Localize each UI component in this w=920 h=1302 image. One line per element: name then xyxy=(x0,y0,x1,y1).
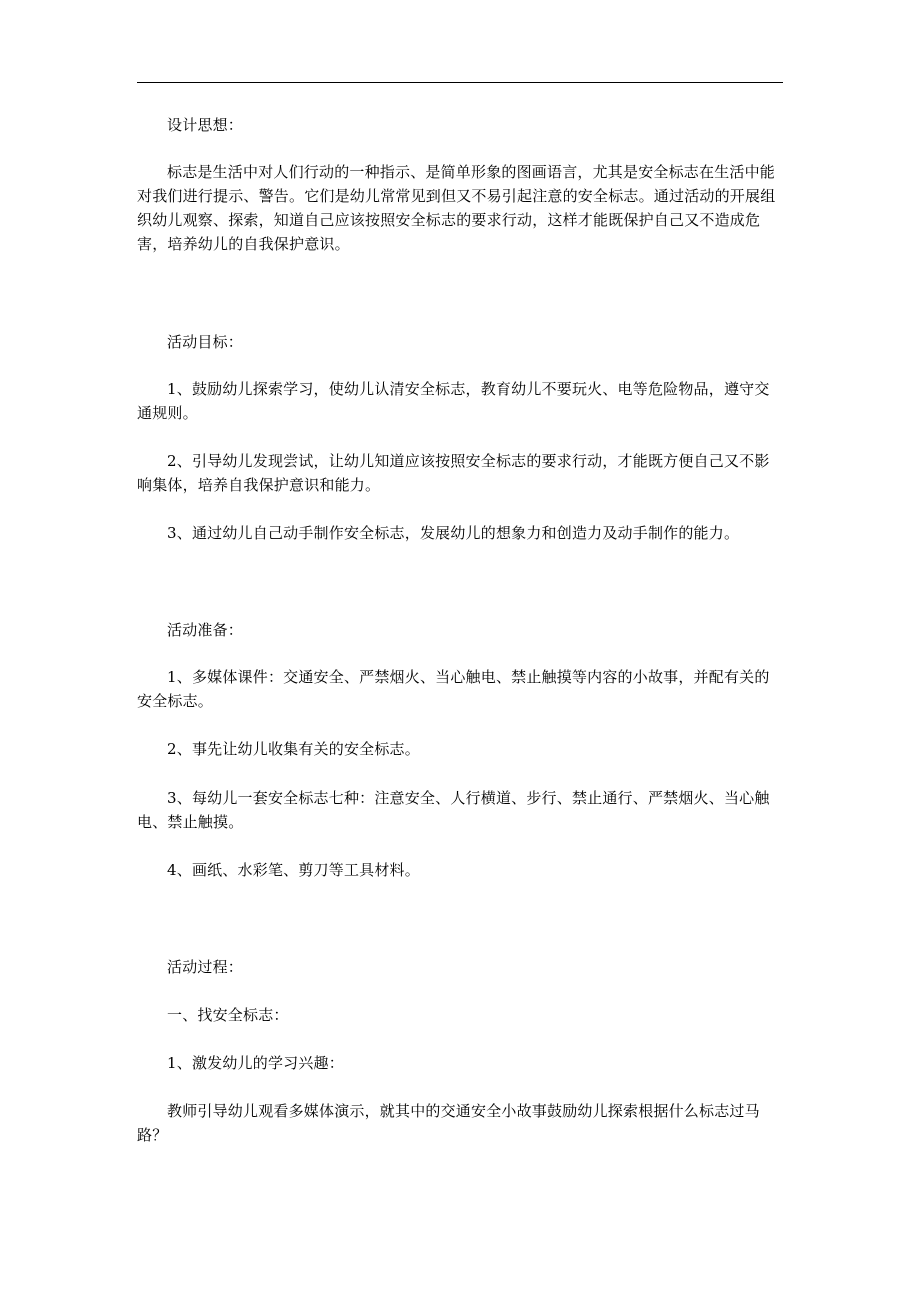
prep-item-2: 2、事先让幼儿收集有关的安全标志。 xyxy=(167,740,420,758)
prep-heading: 活动准备： xyxy=(167,621,244,639)
goal-item-2: 2、引导幼儿发现尝试，让幼儿知道应该按照安全标志的要求行动，才能既方便自己又不影响集体，培养自我保护意识和能力。 xyxy=(137,452,770,494)
design-heading: 设计思想： xyxy=(167,116,244,134)
prep-item-4: 4、画纸、水彩笔、剪刀等工具材料。 xyxy=(167,861,420,879)
process-heading: 活动过程： xyxy=(167,958,244,976)
process-sub-heading: 一、找安全标志： xyxy=(167,1006,289,1024)
design-paragraph: 标志是生活中对人们行动的一种指示、是简单形象的图画语言，尤其是安全标志在生活中能对我们进行提示、警告。它们是幼儿常常见到但又不易引起注意的安全标志。通过活动的开展组织幼儿观察、探索，知道自己应该按照安全标志的要求行动，这样才能既保护自己又不造成危害，培养幼儿的自我保护意识。 xyxy=(137,163,776,253)
prep-item-1: 1、多媒体课件：交通安全、严禁烟火、当心触电、禁止触摸等内容的小故事，并配有关的安全标志。 xyxy=(137,668,770,710)
process-paragraph: 教师引导幼儿观看多媒体演示，就其中的交通安全小故事鼓励幼儿探索根据什么标志过马路？ xyxy=(137,1102,760,1144)
header-rule xyxy=(137,82,783,83)
goal-item-1: 1、鼓励幼儿探索学习，使幼儿认清安全标志，教育幼儿不要玩火、电等危险物品，遵守交通规则。 xyxy=(137,380,770,422)
goal-item-3: 3、通过幼儿自己动手制作安全标志，发展幼儿的想象力和创造力及动手制作的能力。 xyxy=(167,524,740,542)
goals-heading: 活动目标： xyxy=(167,333,244,351)
process-step-1: 1、激发幼儿的学习兴趣： xyxy=(167,1054,344,1072)
prep-item-3: 3、每幼儿一套安全标志七种：注意安全、人行横道、步行、禁止通行、严禁烟火、当心触电、禁止触摸。 xyxy=(137,789,770,831)
